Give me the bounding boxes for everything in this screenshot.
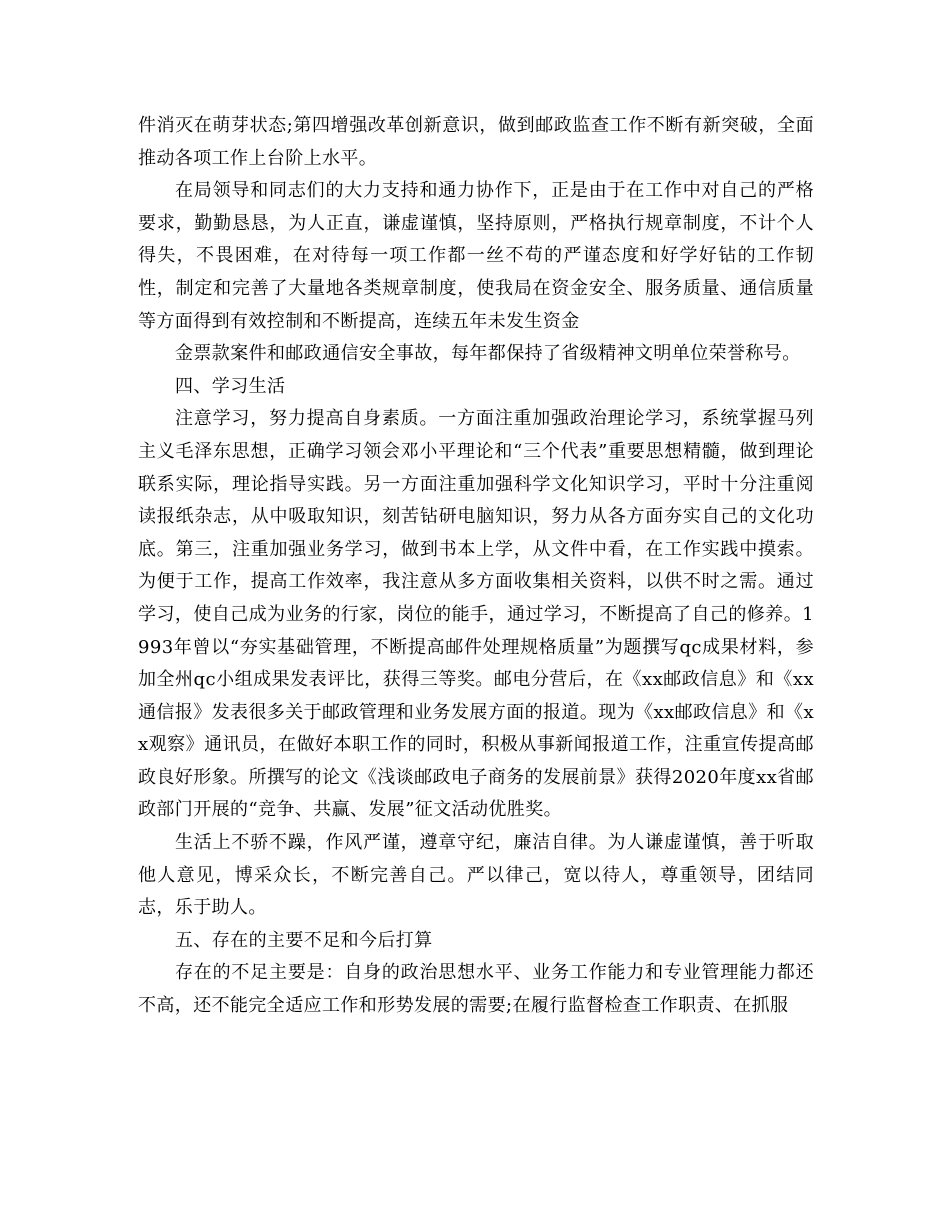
paragraph-2: 在局领导和同志们的大力支持和通力协作下，正是由于在工作中对自己的严格要求，勤勤恳恳，为人正直，谦虚谨慎，坚持原则，严格执行规章制度，不计个人得失，不畏困难，在对待每一项工作都一丝不苟的严谨态度和好学好钻的工作韧性，制定和完善了大量地各类规章制度，使我局在资金安全、服务质量、通信质量等方面得到有效控制和不断提高，连续五年未发生资金 bbox=[138, 180, 814, 332]
section-heading-5: 五、存在的主要不足和今后打算 bbox=[175, 929, 433, 951]
paragraph-6: 存在的不足主要是：自身的政治思想水平、业务工作能力和专业管理能力都还不高，还不能完全适应工作和形势发展的需要;在履行监督检查工作职责、在抓服 bbox=[138, 962, 814, 1017]
section-heading-4: 四、学习生活 bbox=[175, 375, 286, 397]
paragraph-5: 生活上不骄不躁，作风严谨，遵章守纪，廉洁自律。为人谦虚谨慎，善于听取他人意见，博采众长，不断完善自己。严以律己，宽以待人，尊重领导，团结同志，乐于助人。 bbox=[138, 832, 814, 919]
paragraph-4: 注意学习，努力提高自身素质。一方面注重加强政治理论学习，系统掌握马列主义毛泽东思想，正确学习领会邓小平理论和“三个代表”重要思想精髓，做到理论联系实际，理论指导实践。另一方面注重加强科学文化知识学习，平时十分注重阅读报纸杂志，从中吸取知识，刻苦钻研电脑知识，努力从各方面夯实自己的文化功底。第三，注重加强业务学习，做到书本上学，从文件中看，在工作实践中摸索。为便于工作，提高工作效率，我注意从多方面收集相关资料，以供不时之需。通过学习，使自己成为业务的行家，岗位的能手，通过学习，不断提高了自己的修养。1993年曾以“夯实基础管理，不断提高邮件处理规格质量”为题撰写qc成果材料，参加全州qc小组成果发表评比，获得三等奖。邮电分营后，在《xx邮政信息》和《xx通信报》发表很多关于邮政管理和业务发展方面的报道。现为《xx邮政信息》和《xx观察》通讯员，在做好本职工作的同时，积极从事新闻报道工作，注重宣传提高邮政良好形象。所撰写的论文《浅谈邮政电子商务的发展前景》获得2020年度xx省邮政部门开展的“竞争、共赢、发展”征文活动优胜奖。 bbox=[138, 408, 814, 821]
paragraph-1: 件消灭在萌芽状态;第四增强改革创新意识，做到邮政监查工作不断有新突破，全面推动各项工作上台阶上水平。 bbox=[138, 115, 814, 169]
paragraph-3: 金票款案件和邮政通信安全事故，每年都保持了省级精神文明单位荣誉称号。 bbox=[175, 343, 801, 365]
document-body bbox=[138, 110, 814, 1023]
